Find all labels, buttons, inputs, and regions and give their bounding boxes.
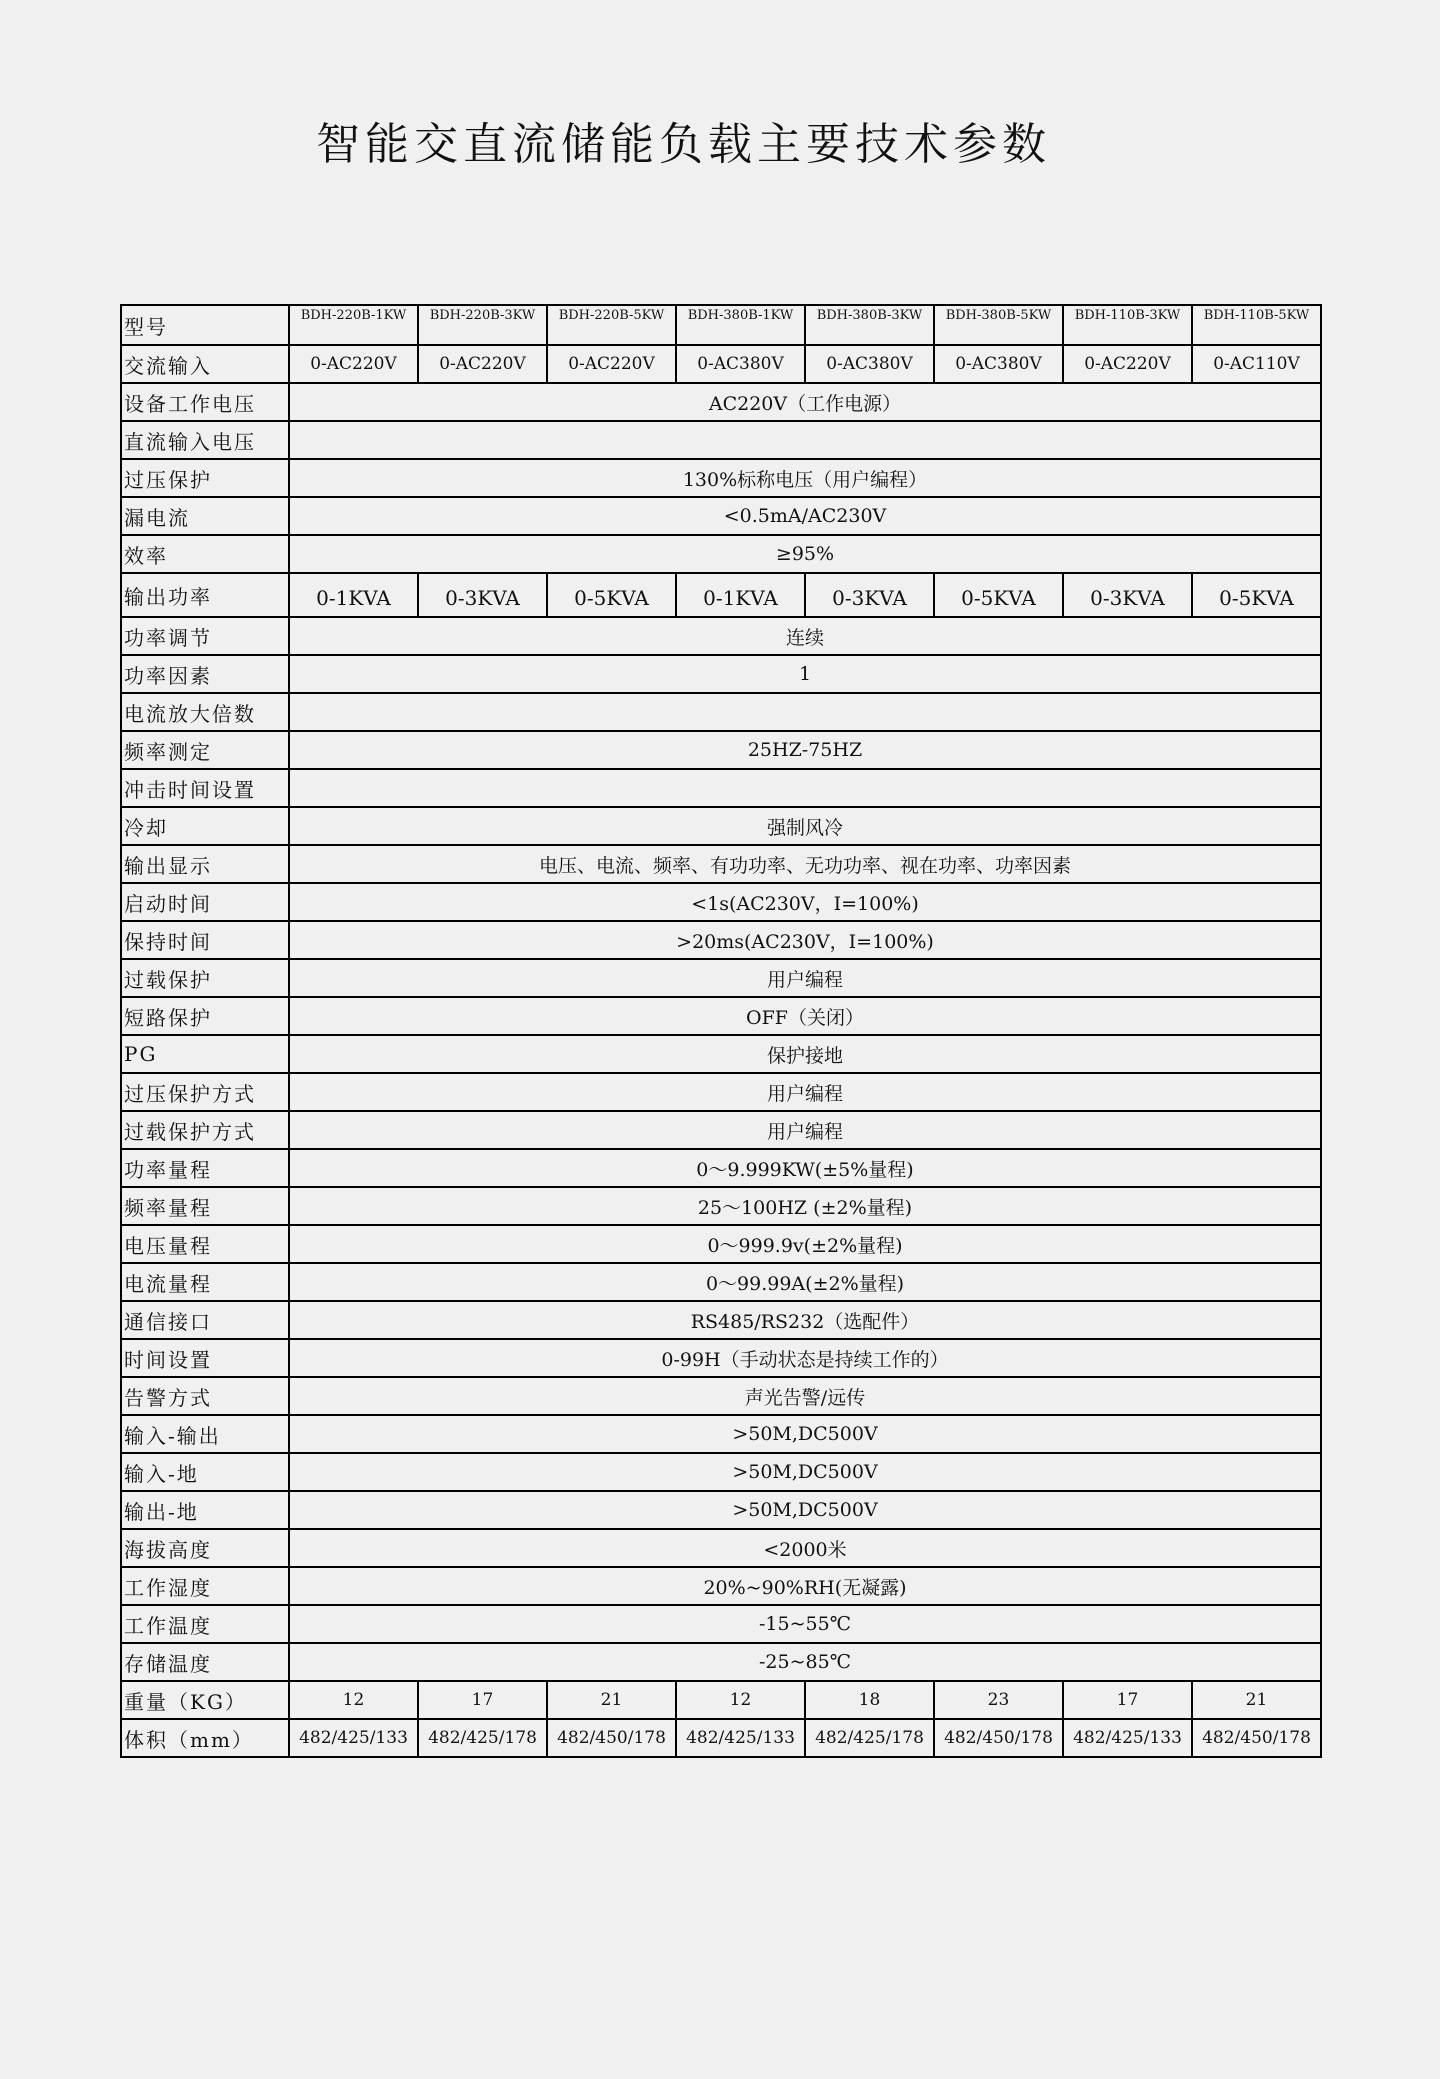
table-row	[121, 497, 1321, 535]
row-label: 频率量程	[121, 1187, 289, 1225]
table-row	[121, 1263, 1321, 1301]
row-label: 重量（KG）	[121, 1681, 289, 1719]
row-label: 输入-输出	[121, 1415, 289, 1453]
cell-value: 482/425/133	[1063, 1719, 1192, 1757]
cell-value: 0～99.99A(±2%量程)	[289, 1263, 1321, 1301]
cell-value: 12	[676, 1681, 805, 1719]
cell-value: <2000米	[289, 1529, 1321, 1567]
row-label: 通信接口	[121, 1301, 289, 1339]
row-label: 短路保护	[121, 997, 289, 1035]
row-label: 交流输入	[121, 345, 289, 383]
table-row	[121, 345, 1321, 383]
cell-value: >50M,DC500V	[289, 1453, 1321, 1491]
cell-value: 0-AC220V	[547, 345, 676, 383]
row-label: 直流输入电压	[121, 421, 289, 459]
row-label: 电流放大倍数	[121, 693, 289, 731]
table-row	[121, 1149, 1321, 1187]
cell-value: BDH-220B-3KW	[418, 305, 547, 345]
cell-value: 25HZ-75HZ	[289, 731, 1321, 769]
table-row	[121, 421, 1321, 459]
cell-value: BDH-380B-1KW	[676, 305, 805, 345]
cell-value: 482/425/133	[676, 1719, 805, 1757]
table-row	[121, 1643, 1321, 1681]
table-row	[121, 383, 1321, 421]
row-label: 时间设置	[121, 1339, 289, 1377]
cell-value: 0-99H（手动状态是持续工作的）	[289, 1339, 1321, 1377]
cell-value: 电压、电流、频率、有功功率、无功功率、视在功率、功率因素	[289, 845, 1321, 883]
cell-value: 0-AC220V	[289, 345, 418, 383]
cell-value: 0-5KVA	[1192, 573, 1321, 617]
cell-value: 连续	[289, 617, 1321, 655]
cell-value: 18	[805, 1681, 934, 1719]
cell-value: 21	[1192, 1681, 1321, 1719]
cell-value: -25~85℃	[289, 1643, 1321, 1681]
table-row	[121, 655, 1321, 693]
cell-value: 0～9.999KW(±5%量程)	[289, 1149, 1321, 1187]
row-label: 功率量程	[121, 1149, 289, 1187]
cell-value: RS485/RS232（选配件）	[289, 1301, 1321, 1339]
table-row	[121, 617, 1321, 655]
cell-value: 21	[547, 1681, 676, 1719]
row-label: 设备工作电压	[121, 383, 289, 421]
cell-value: -15~55℃	[289, 1605, 1321, 1643]
table-row	[121, 1339, 1321, 1377]
cell-value: ≥95%	[289, 535, 1321, 573]
table-row	[121, 1681, 1321, 1719]
row-label: 过压保护方式	[121, 1073, 289, 1111]
table-row	[121, 1111, 1321, 1149]
cell-value: 用户编程	[289, 959, 1321, 997]
cell-value: 0-3KVA	[1063, 573, 1192, 617]
row-label: 过载保护方式	[121, 1111, 289, 1149]
cell-value: 17	[1063, 1681, 1192, 1719]
row-label: 体积（mm）	[121, 1719, 289, 1757]
table-row	[121, 1491, 1321, 1529]
row-label: 告警方式	[121, 1377, 289, 1415]
table-row	[121, 1453, 1321, 1491]
cell-value: >20ms(AC230V，I=100%)	[289, 921, 1321, 959]
cell-value: <0.5mA/AC230V	[289, 497, 1321, 535]
table-row	[121, 1225, 1321, 1263]
cell-value: 0-AC380V	[934, 345, 1063, 383]
cell-value: BDH-380B-5KW	[934, 305, 1063, 345]
cell-value: 0-1KVA	[676, 573, 805, 617]
cell-value: 130%标称电压（用户编程）	[289, 459, 1321, 497]
cell-value: 482/425/178	[805, 1719, 934, 1757]
table-row	[121, 845, 1321, 883]
row-label: 型号	[121, 305, 289, 345]
row-label: 工作湿度	[121, 1567, 289, 1605]
cell-value: BDH-110B-3KW	[1063, 305, 1192, 345]
table-row	[121, 1719, 1321, 1757]
table-row	[121, 459, 1321, 497]
row-label: 电压量程	[121, 1225, 289, 1263]
table-row	[121, 921, 1321, 959]
row-label: 存储温度	[121, 1643, 289, 1681]
cell-value: 0-AC380V	[805, 345, 934, 383]
row-label: 输入-地	[121, 1453, 289, 1491]
cell-value: 482/450/178	[547, 1719, 676, 1757]
table-row	[121, 807, 1321, 845]
table-row	[121, 693, 1321, 731]
cell-value: 强制风冷	[289, 807, 1321, 845]
table-row	[121, 1035, 1321, 1073]
table-row	[121, 1377, 1321, 1415]
row-label: 输出功率	[121, 573, 289, 617]
table-row	[121, 535, 1321, 573]
row-label: 频率测定	[121, 731, 289, 769]
cell-value: 0-AC220V	[1063, 345, 1192, 383]
row-label: 效率	[121, 535, 289, 573]
row-label: 海拔高度	[121, 1529, 289, 1567]
row-label: 输出显示	[121, 845, 289, 883]
row-label: PG	[121, 1035, 289, 1073]
cell-value: 12	[289, 1681, 418, 1719]
table-row	[121, 1529, 1321, 1567]
cell-value: 声光告警/远传	[289, 1377, 1321, 1415]
cell-value: 482/425/133	[289, 1719, 418, 1757]
cell-value: 用户编程	[289, 1111, 1321, 1149]
cell-value: >50M,DC500V	[289, 1415, 1321, 1453]
row-label: 冲击时间设置	[121, 769, 289, 807]
cell-value: BDH-220B-1KW	[289, 305, 418, 345]
row-label: 电流量程	[121, 1263, 289, 1301]
row-label: 功率因素	[121, 655, 289, 693]
cell-value: 0-AC220V	[418, 345, 547, 383]
cell-value	[289, 769, 1321, 807]
row-label: 过载保护	[121, 959, 289, 997]
table-row	[121, 769, 1321, 807]
cell-value: 0-AC110V	[1192, 345, 1321, 383]
cell-value: 0-5KVA	[547, 573, 676, 617]
cell-value: 17	[418, 1681, 547, 1719]
cell-value: 0-AC380V	[676, 345, 805, 383]
table-row	[121, 997, 1321, 1035]
table-row	[121, 1415, 1321, 1453]
cell-value: OFF（关闭）	[289, 997, 1321, 1035]
cell-value: BDH-220B-5KW	[547, 305, 676, 345]
cell-value: >50M,DC500V	[289, 1491, 1321, 1529]
row-label: 漏电流	[121, 497, 289, 535]
cell-value: BDH-380B-3KW	[805, 305, 934, 345]
table-row	[121, 305, 1321, 345]
table-row	[121, 1301, 1321, 1339]
cell-value	[289, 693, 1321, 731]
table-row	[121, 573, 1321, 617]
table-row	[121, 1187, 1321, 1225]
cell-value: 20%~90%RH(无凝露)	[289, 1567, 1321, 1605]
page-title: 智能交直流储能负载主要技术参数	[316, 119, 1051, 170]
row-label: 保持时间	[121, 921, 289, 959]
table-row	[121, 883, 1321, 921]
row-label: 功率调节	[121, 617, 289, 655]
table-row	[121, 731, 1321, 769]
row-label: 冷却	[121, 807, 289, 845]
cell-value: 482/450/178	[1192, 1719, 1321, 1757]
cell-value: BDH-110B-5KW	[1192, 305, 1321, 345]
table-row	[121, 1567, 1321, 1605]
row-label: 输出-地	[121, 1491, 289, 1529]
row-label: 工作温度	[121, 1605, 289, 1643]
cell-value: 0-5KVA	[934, 573, 1063, 617]
row-label: 启动时间	[121, 883, 289, 921]
cell-value: 1	[289, 655, 1321, 693]
cell-value: 用户编程	[289, 1073, 1321, 1111]
cell-value: 482/450/178	[934, 1719, 1063, 1757]
spec-table	[120, 304, 1322, 1758]
table-row	[121, 1605, 1321, 1643]
cell-value: 0-1KVA	[289, 573, 418, 617]
row-label: 过压保护	[121, 459, 289, 497]
cell-value: 482/425/178	[418, 1719, 547, 1757]
table-row	[121, 959, 1321, 997]
cell-value	[289, 421, 1321, 459]
cell-value: 0-3KVA	[805, 573, 934, 617]
table-row	[121, 1073, 1321, 1111]
cell-value: 25～100HZ (±2%量程)	[289, 1187, 1321, 1225]
cell-value: <1s(AC230V，I=100%)	[289, 883, 1321, 921]
cell-value: 0～999.9v(±2%量程)	[289, 1225, 1321, 1263]
cell-value: 0-3KVA	[418, 573, 547, 617]
cell-value: AC220V（工作电源）	[289, 383, 1321, 421]
cell-value: 保护接地	[289, 1035, 1321, 1073]
cell-value: 23	[934, 1681, 1063, 1719]
